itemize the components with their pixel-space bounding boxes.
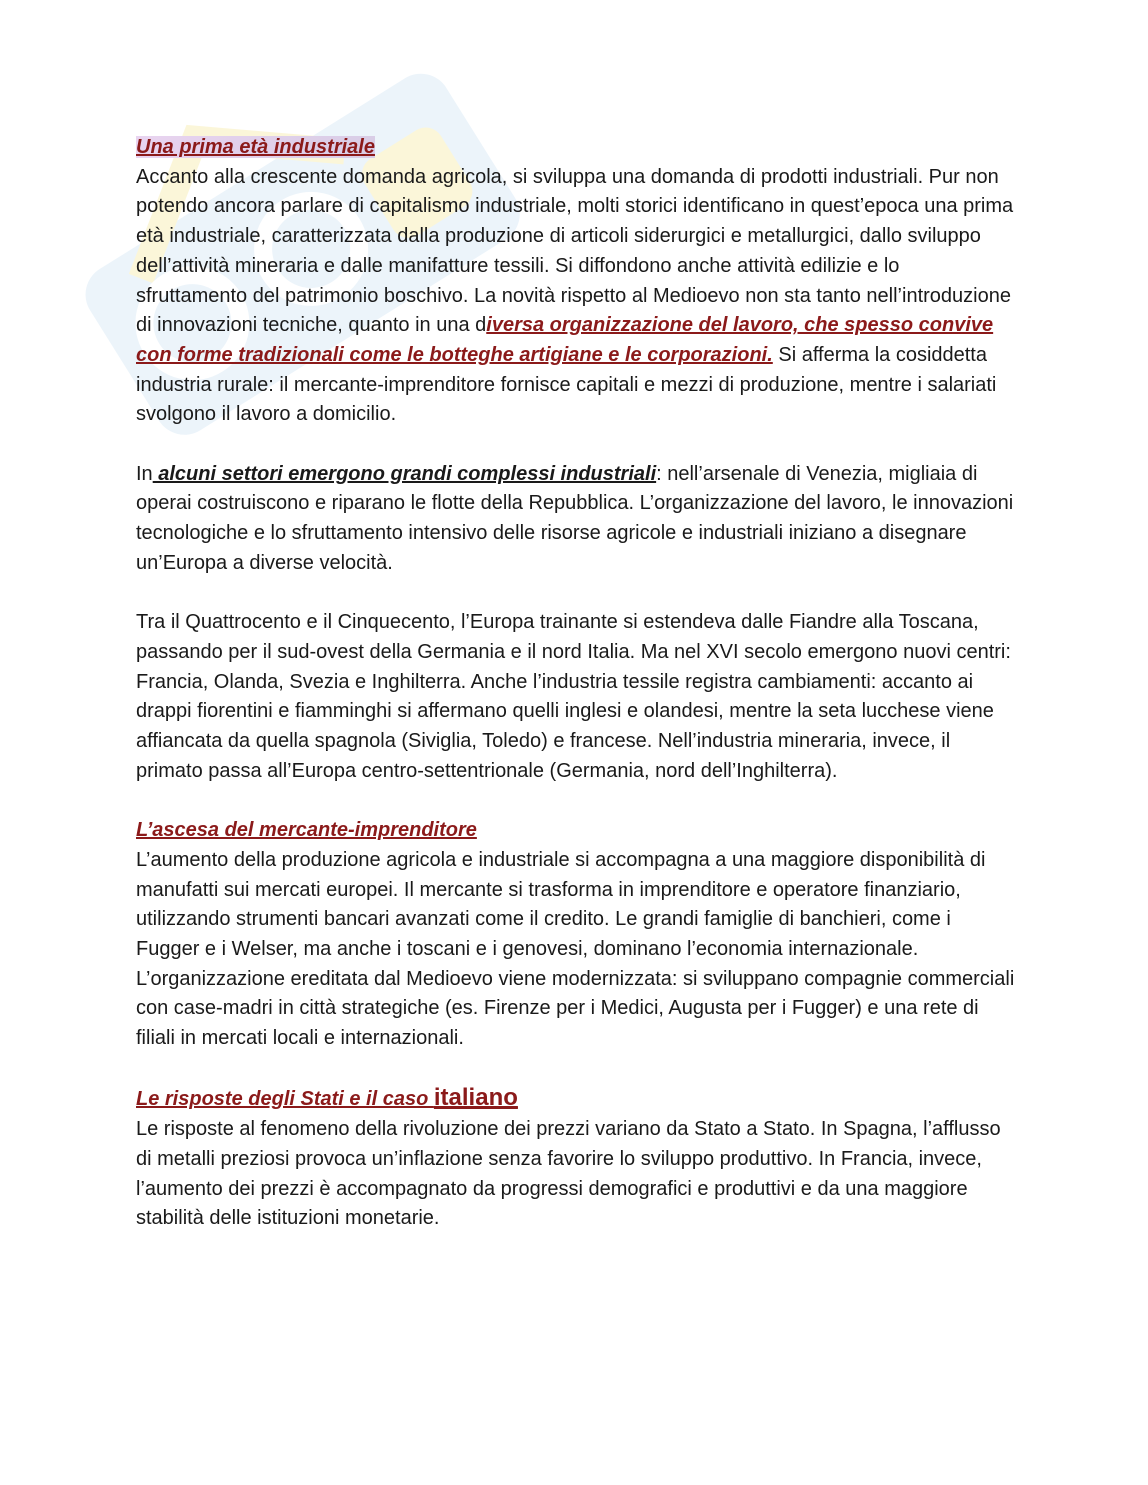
paragraph: Le risposte al fenomeno della rivoluzione dei prezzi variano da Stato a Stato. In Spagna, l’afflusso di metalli preziosi provoca un’inflazione senza favorire lo sviluppo produttivo. In Francia, invece, l’aumento dei prezzi è accompagnato da progressi demografici e produttivi e da una maggiore stabilità delle istituzioni monetarie. (136, 1118, 1001, 1230)
emphasis-text: alcuni settori emergono grandi complessi industriali (152, 462, 657, 485)
document-body (136, 133, 1016, 1234)
paragraph: Accanto alla crescente domanda agricola, si sviluppa una domanda di prodotti industriali. Pur non potendo ancora parlare di capitalismo industriale, molti storici identificano in quest’epoca una prima età industriale, caratterizzata dalla produzione di articoli siderurgici e metallurgici, dallo sviluppo dell’attività mineraria e dalle manifatture tessili. Si diffondono anche attività edilizie e lo sfruttamento del patrimonio boschivo. La novità rispetto al Medioevo non sta tanto nell’introduzione di innovazioni tecniche, quanto in una diversa organizzazione del lavoro, che spesso convive con forme tradizionali come le botteghe artigiane e le corporazioni. Si afferma la cosiddetta industria rurale: il mercante-imprenditore fornisce capitali e mezzi di produzione, mentre i salariati svolgono il lavoro a domicilio. (136, 165, 1014, 426)
paragraph: L’aumento della produzione agricola e industriale si accompagna a una maggiore disponibilità di manufatti sui mercati europei. Il mercante si trasforma in imprenditore e operatore finanziario, utilizzando strumenti bancari avanzati come il credito. Le grandi famiglie di banchieri, come i Fugger e i Welser, ma anche i toscani e i genovesi, dominano l’economia internazionale. L’organizzazione ereditata dal Medioevo viene modernizzata: si sviluppano compagnie commerciali con case-madri in città strategiche (es. Firenze per i Medici, Augusta per i Fugger) e una rete di filiali in mercati locali e internazionali. (136, 848, 1015, 1050)
paragraph: Tra il Quattrocento e il Cinquecento, l’Europa trainante si estendeva dalle Fiandre alla Toscana, passando per il sud-ovest della Germania e il nord Italia. Ma nel XVI secolo emergono nuovi centri: Francia, Olanda, Svezia e Inghilterra. Anche l’industria tessile registra cambiamenti: accanto ai drappi fiorentini e fiamminghi si affermano quelli inglesi e olandesi, mentre la seta lucchese viene affiancata da quella spagnola (Siviglia, Toledo) e francese. Nell’industria mineraria, invece, il primato passa all’Europa centro-settentrionale (Germania, nord dell’Inghilterra). (136, 611, 1011, 782)
section-heading-2: L’ascesa del mercante-imprenditore (136, 819, 477, 842)
emphasis-text: iversa organizzazione del lavoro, che spesso convive con forme tradizionali come le botteghe artigiane e le corporazioni. (136, 314, 994, 366)
paragraph: In alcuni settori emergono grandi complessi industriali: nell’arsenale di Venezia, migliaia di operai costruiscono e riparano le flotte della Repubblica. L’organizzazione del lavoro, le innovazioni tecnologiche e lo sfruttamento intensivo delle risorse agricole e industriali iniziano a disegnare un’Europa a diverse velocità. (136, 462, 1014, 574)
section-heading-3: Le risposte degli Stati e il caso italiano (136, 1084, 518, 1112)
section-heading-1: Una prima età industriale (136, 136, 375, 158)
